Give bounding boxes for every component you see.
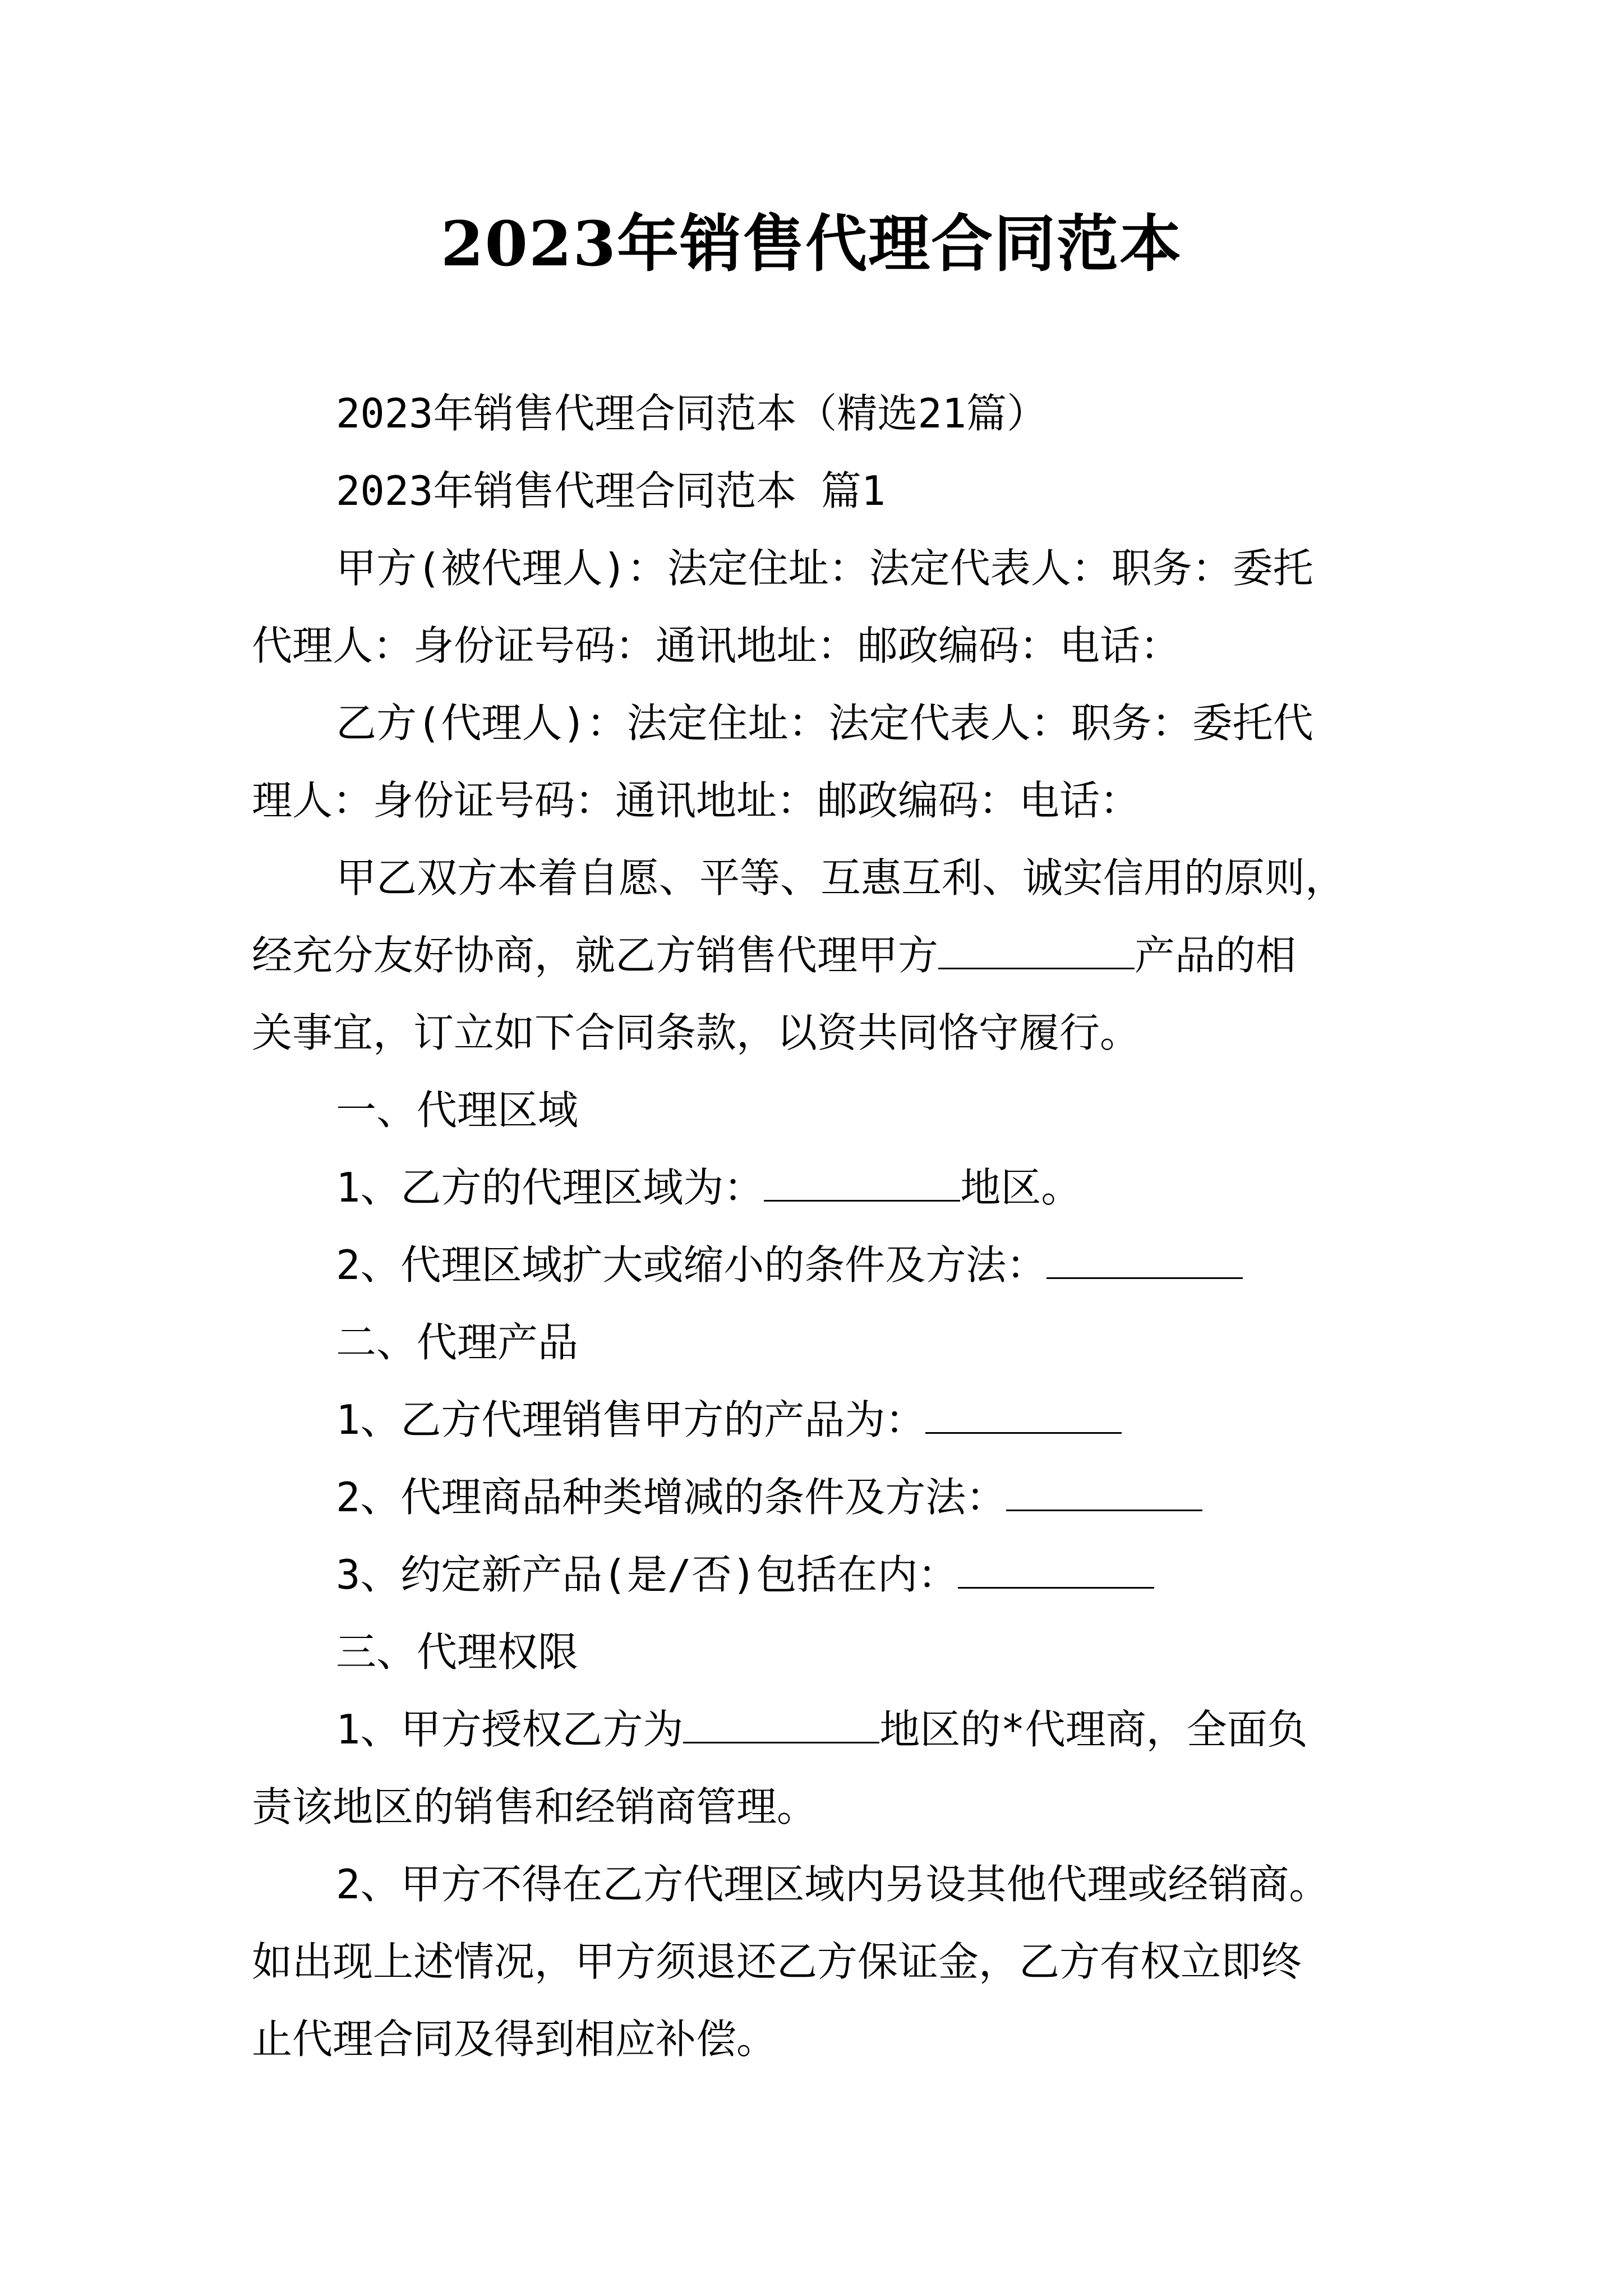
party-b-line-1: 乙方(代理人)：法定住址：法定代表人：职务：委托代 — [336, 700, 1313, 747]
clause-1-1-text-b: 地区。 — [960, 1164, 1082, 1211]
subtitle-line: 2023年销售代理合同范本（精选21篇） — [336, 390, 1048, 437]
clause-3-1-text-a: 1、甲方授权乙方为 — [336, 1706, 684, 1753]
section-heading-line: 2023年销售代理合同范本 篇1 — [336, 467, 886, 514]
region-blank — [764, 1166, 960, 1202]
clause-1-2 — [252, 1226, 1379, 1304]
clause-heading-3: 三、代理权限 — [336, 1628, 579, 1676]
new-product-blank — [958, 1553, 1154, 1589]
authorized-region-blank — [683, 1708, 879, 1743]
preamble-text-b: 产品的相 — [1135, 932, 1297, 979]
document-body — [252, 375, 1379, 2078]
clause-heading-1: 一、代理区域 — [336, 1087, 579, 1134]
product-change-blank — [1006, 1476, 1202, 1511]
clause-1-2-text: 2、代理区域扩大或缩小的条件及方法： — [336, 1241, 1047, 1289]
product-blank — [938, 934, 1135, 969]
clause-1-1 — [252, 1149, 1379, 1226]
party-a-line-2: 代理人：身份证号码：通讯地址：邮政编码：电话： — [252, 622, 1181, 669]
clause-3-1-line-1 — [252, 1691, 1379, 1768]
clause-2-1-text: 1、乙方代理销售甲方的产品为： — [336, 1396, 926, 1443]
clause-3-1-text-b: 地区的*代理商，全面负 — [879, 1706, 1308, 1753]
party-b-line-2: 理人：身份证号码：通讯地址：邮政编码：电话： — [252, 777, 1141, 824]
clause-2-1 — [252, 1381, 1379, 1458]
clause-3-2-line-2: 如出现上述情况，甲方须退还乙方保证金，乙方有权立即终 — [252, 1938, 1302, 1985]
clause-3-2-line-3: 止代理合同及得到相应补偿。 — [252, 2016, 777, 2063]
clause-2-3-text: 3、约定新产品(是/否)包括在内： — [336, 1551, 958, 1598]
clause-2-3 — [252, 1536, 1379, 1613]
clause-1-1-text-a: 1、乙方的代理区域为： — [336, 1164, 764, 1211]
document-title: 2023年销售代理合同范本 — [440, 208, 1183, 280]
product-list-blank — [925, 1398, 1122, 1434]
preamble-text-a: 经充分友好协商，就乙方销售代理甲方 — [252, 932, 939, 979]
clause-3-1-line-2: 责该地区的销售和经销商管理。 — [252, 1783, 818, 1830]
preamble-line-1: 甲乙双方本着自愿、平等、互惠互利、诚实信用的原则， — [336, 854, 1346, 901]
clause-2-2 — [252, 1458, 1379, 1536]
clause-3-2-line-1: 2、甲方不得在乙方代理区域内另设其他代理或经销商。 — [336, 1861, 1330, 1908]
preamble-line-3: 关事宜，订立如下合同条款，以资共同恪守履行。 — [252, 1009, 1141, 1056]
party-a-line-1: 甲方(被代理人)：法定住址：法定代表人：职务：委托 — [336, 545, 1313, 592]
clause-heading-2: 二、代理产品 — [336, 1319, 579, 1366]
clause-2-2-text: 2、代理商品种类增减的条件及方法： — [336, 1474, 1007, 1521]
region-change-blank — [1046, 1244, 1243, 1279]
preamble-line-2 — [252, 917, 1379, 994]
